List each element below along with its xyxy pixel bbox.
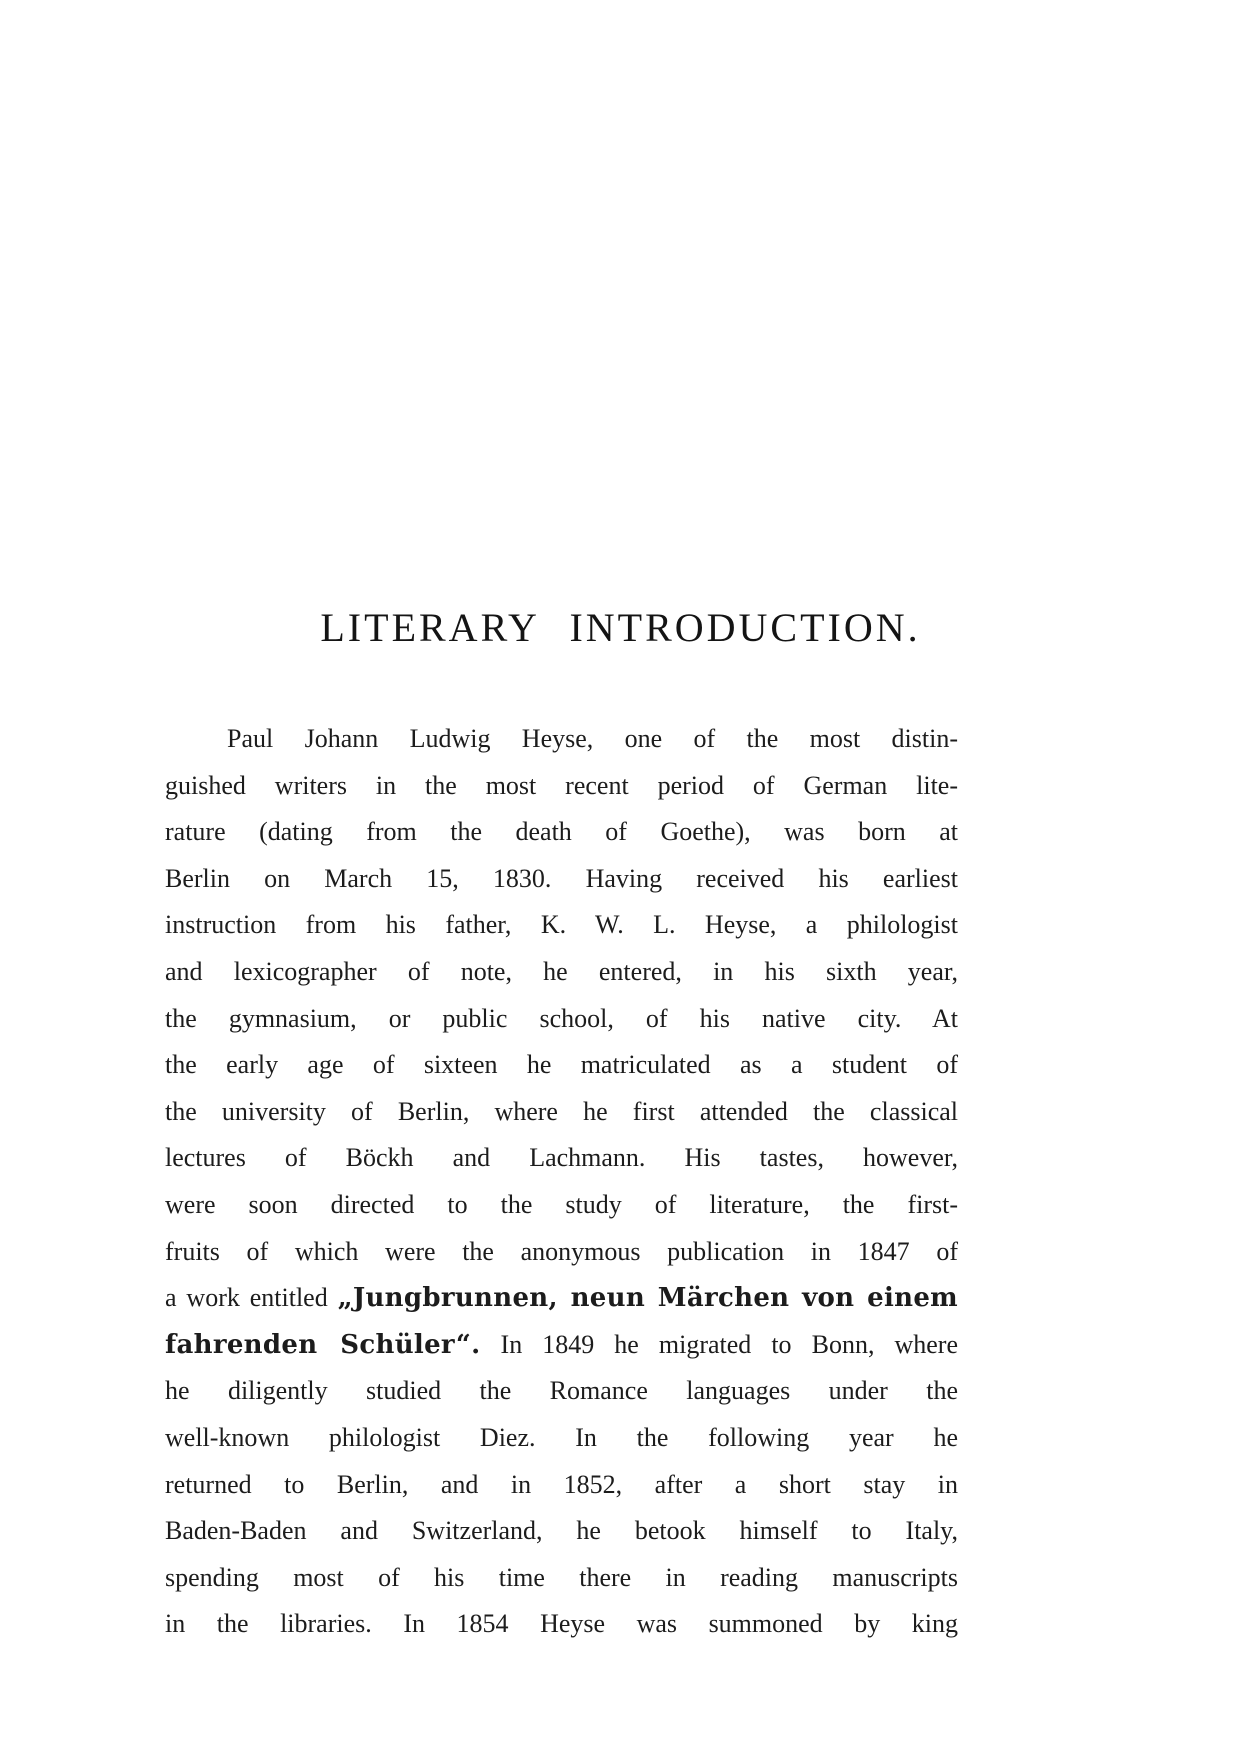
- body-text: In 1849 he migrated to Bonn, where: [480, 1329, 959, 1359]
- page-title: LITERARY INTRODUCTION.: [320, 605, 921, 650]
- text-line: [165, 716, 958, 763]
- text-line: [165, 1462, 958, 1509]
- text-line: [165, 1415, 958, 1462]
- text-line: [165, 1322, 958, 1369]
- fraktur-text: fahrenden Schüler“.: [165, 1329, 481, 1360]
- text-line: [165, 1135, 958, 1182]
- text-line: [165, 1368, 958, 1415]
- text-line: [165, 1229, 958, 1276]
- text-line: [165, 902, 958, 949]
- text-line: [165, 1555, 958, 1602]
- body-text: guished writers in the most recent period of German lite-: [165, 770, 958, 800]
- body-text: instruction from his father, K. W. L. Heyse, a philologist: [165, 910, 958, 940]
- text-line: [165, 1182, 958, 1229]
- text-line: [165, 1275, 958, 1322]
- body-text: the gymnasium, or public school, of his native city. At: [165, 1003, 958, 1033]
- text-line: [165, 1089, 958, 1136]
- text-line: [165, 763, 958, 810]
- paragraph: [165, 716, 958, 1648]
- body-text: rature (dating from the death of Goethe), was born at: [165, 817, 958, 847]
- text-line: [165, 809, 958, 856]
- text-line: [165, 996, 958, 1043]
- body-text: well-known philologist Diez. In the following year he: [165, 1422, 958, 1452]
- body-text: the early age of sixteen he matriculated as a student of: [165, 1050, 958, 1080]
- body-text: returned to Berlin, and in 1852, after a short stay in: [165, 1469, 958, 1499]
- fraktur-text: „Jungbrunnen, neun Märchen von einem: [337, 1283, 958, 1314]
- text-line: [165, 1508, 958, 1555]
- body-text: Paul Johann Ludwig Heyse, one of the most distin-: [227, 724, 958, 753]
- body-text: were soon directed to the study of literature, the first-: [165, 1189, 958, 1219]
- text-line: [165, 856, 958, 903]
- body-text: and lexicographer of note, he entered, in his sixth year,: [165, 956, 958, 986]
- text-line: [165, 1042, 958, 1089]
- body-text: lectures of Böckh and Lachmann. His tastes, however,: [165, 1143, 958, 1173]
- body-text: Baden-Baden and Switzerland, he betook himself to Italy,: [165, 1516, 958, 1546]
- body-text: spending most of his time there in reading manuscripts: [165, 1562, 958, 1592]
- text-line: [165, 949, 958, 996]
- body-text: fruits of which were the anonymous publication in 1847 of: [165, 1236, 958, 1266]
- body-text: he diligently studied the Romance languages under the: [165, 1376, 958, 1406]
- body-text: the university of Berlin, where he first attended the classical: [165, 1096, 958, 1126]
- body-text: Berlin on March 15, 1830. Having received his earliest: [165, 863, 958, 893]
- body-text: a work entitled: [165, 1283, 338, 1313]
- text-line: [165, 1601, 958, 1648]
- body-text: in the libraries. In 1854 Heyse was summoned by king: [165, 1609, 958, 1639]
